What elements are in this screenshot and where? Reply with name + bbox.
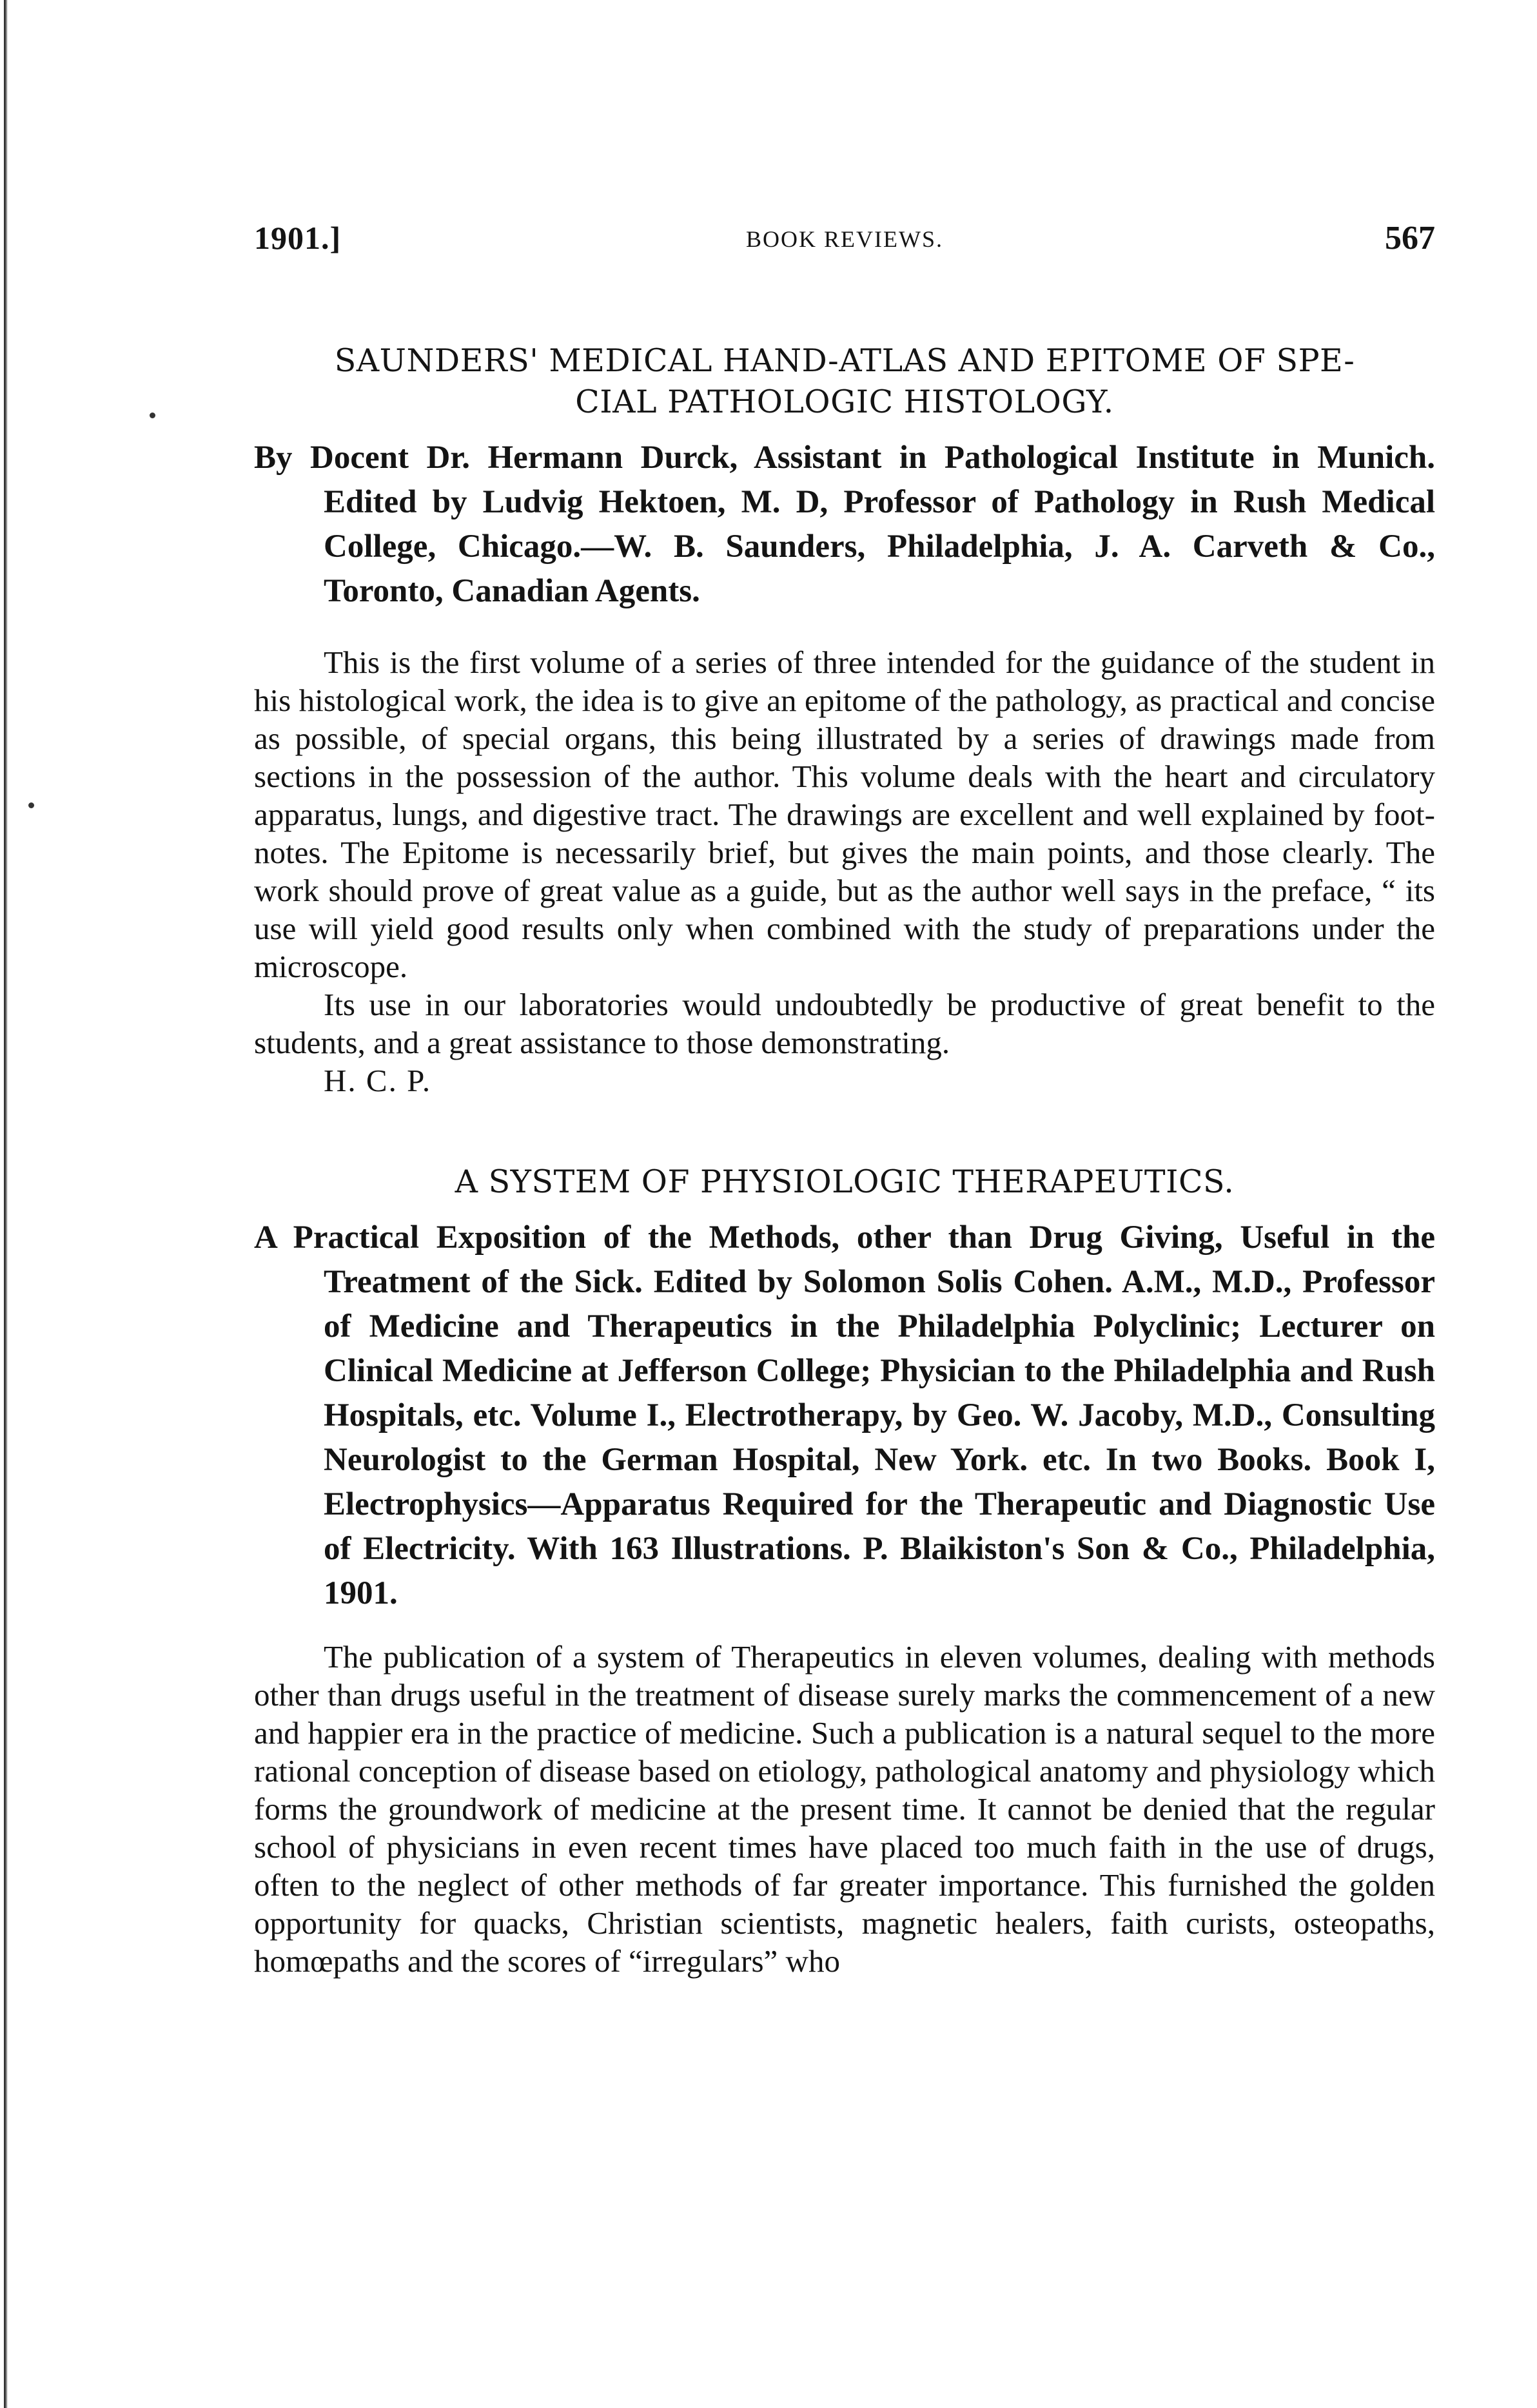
review-title: A SYSTEM OF PHYSIOLOGIC THERAPEUTICS. [455, 1163, 1235, 1200]
running-head [254, 219, 1435, 264]
running-head-title: BOOK REVIEWS. [746, 226, 943, 252]
review-paragraph: This is the first volume of a series of three intended for the guidance of the student in his histological work, the idea is to give an epitome of the pathology, as practical and concise as possible, of special organs, this being illustrated by a series of drawings made from sections in the possession of the author. This volume deals with the heart and circulatory apparatus, lungs, and digestive tract. The drawings are excellent and well explained by foot-notes. The Epitome is necessarily brief, but gives the main points, and those clearly. The work should prove of great value as a guide, but as the author well says in the preface, “ its use will yield good results only when combined with the study of preparations under the microscope. [254, 645, 1435, 984]
review-paragraph: The publication of a system of Therapeutics in eleven volumes, dealing with methods other than drugs useful in the treatment of disease surely marks the commencement of a new and happier era in the practice of medicine. Such a publication is a natural sequel to the more rational conception of disease based on etiology, pathological anatomy and physiology which forms the groundwork of medicine at the present time. It cannot be denied that the regular school of physicians in even recent times have placed too much faith in the use of drugs, often to the neglect of other methods of far greater importance. This furnished the golden opportunity for quacks, Christian scientists, magnetic healers, faith curists, osteopaths, homœpaths and the scores of “irregulars” who [254, 1639, 1435, 1979]
review-saunders-atlas [254, 340, 1435, 1100]
review-body [254, 1638, 1435, 1980]
review-title [254, 340, 1435, 423]
review-paragraph: Its use in our laboratories would undoubtedly be productive of great benefit to the students, and a great assistance to those demonstrating. [254, 987, 1435, 1060]
review-signature: H. C. P. [324, 1063, 432, 1098]
review-title-line: CIAL PATHOLOGIC HISTOLOGY. [575, 384, 1114, 420]
review-physiologic-therapeutics [254, 1161, 1435, 1980]
review-title-line: SAUNDERS' MEDICAL HAND-ATLAS AND EPITOME OF SPE- [334, 342, 1355, 379]
review-citation: A Practical Exposition of the Methods, other than Drug Giving, Useful in the Treatment of the Sick. Edited by Solomon Solis Cohen. A.M., M.D., Professor of Medicine and Therapeutics in the Philadelphia Polyclinic; Lecturer on Clinical Medicine at Jefferson College; Physician to the Philadelphia and Rush Hospitals, etc. Volume I., Electrotherapy, by Geo. W. Jacoby, M.D., Consulting Neurologist to the German Hospital, New York. etc. In two Books. Book I, Electrophysics—Apparatus Required for the Therapeutic and Diagnostic Use of Electricity. With 163 Illustrations. P. Blaikiston's Son & Co., Philadelphia, 1901. [254, 1219, 1435, 1611]
page-number: 567 [1385, 220, 1435, 257]
running-head-year: 1901.] [254, 220, 342, 256]
scan-edge [4, 0, 8, 2408]
scan-speck [28, 802, 34, 808]
review-citation: By Docent Dr. Hermann Durck, Assistant in Pathological Institute in Munich. Edited by Ludvig Hektoen, M. D, Professor of Pathology in Rush Medical College, Chicago.—W. B. Saunders, Philadelphia, J. A. Carveth & Co., Toronto, Canadian Agents. [254, 440, 1435, 609]
page [254, 219, 1435, 1980]
review-body [254, 643, 1435, 1100]
scan-speck [150, 413, 155, 418]
